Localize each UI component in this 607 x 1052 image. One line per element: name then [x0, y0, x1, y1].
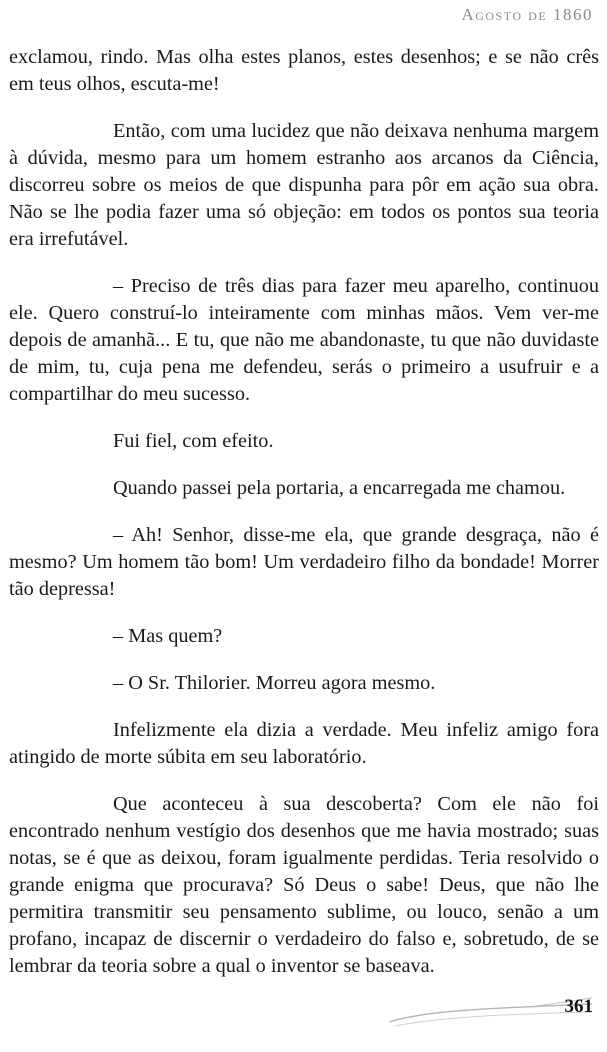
paragraph-4: Fui fiel, com efeito. — [113, 430, 274, 452]
page-number: 361 — [564, 996, 593, 1017]
page-folio — [387, 992, 597, 1032]
page-body — [9, 44, 599, 1000]
paragraph-10: Que aconteceu à sua descoberta? Com ele não foi encontrado nenhum vestígio dos desenhos que me havia mostrado; suas notas, se é que as deixou, foram igualmente perdidas. Teria resolvido o grande enigma que procurava? Só Deus o sabe! Deus, que não lhe permitira transmitir seu pensamento sublime, ou louco, senão a um profano, incapaz de discernir o verdadeiro do falso e, sobretudo, de se lembrar da teoria sobre a qual o inventor se baseava. — [9, 793, 599, 977]
paragraph-7: – Mas quem? — [113, 625, 223, 647]
paragraph-8: – O Sr. Thilorier. Morreu agora mesmo. — [113, 672, 436, 694]
paragraph-3: – Preciso de três dias para fazer meu aparelho, continuou ele. Quero construí-lo inteiramente com minhas mãos. Vem ver-me depois de amanhã... E tu, que não me abandonaste, tu que não duvidaste de mim, tu, cuja pena me defendeu, serás o primeiro a usufruir e a compartilhar do meu sucesso. — [9, 275, 599, 405]
paragraph-5: Quando passei pela portaria, a encarregada me chamou. — [113, 477, 566, 499]
paragraph-1: exclamou, rindo. Mas olha estes planos, estes desenhos; e se não crês em teus olhos, escuta-me! — [9, 46, 599, 95]
paragraph-2: Então, com uma lucidez que não deixava nenhuma margem à dúvida, mesmo para um homem estranho aos arcanos da Ciência, discorreu sobre os meios de que dispunha para pôr em ação sua obra. Não se lhe podia fazer uma só objeção: em todos os pontos sua teoria era irrefutável. — [9, 120, 599, 250]
paragraph-6: – Ah! Senhor, disse-me ela, que grande desgraça, não é mesmo? Um homem tão bom! Um verdadeiro filho da bondade! Morrer tão depressa! — [9, 524, 599, 600]
running-header: Agosto de 1860 — [461, 5, 593, 24]
paragraph-9: Infelizmente ela dizia a verdade. Meu infeliz amigo fora atingido de morte súbita em seu laboratório. — [9, 719, 599, 768]
